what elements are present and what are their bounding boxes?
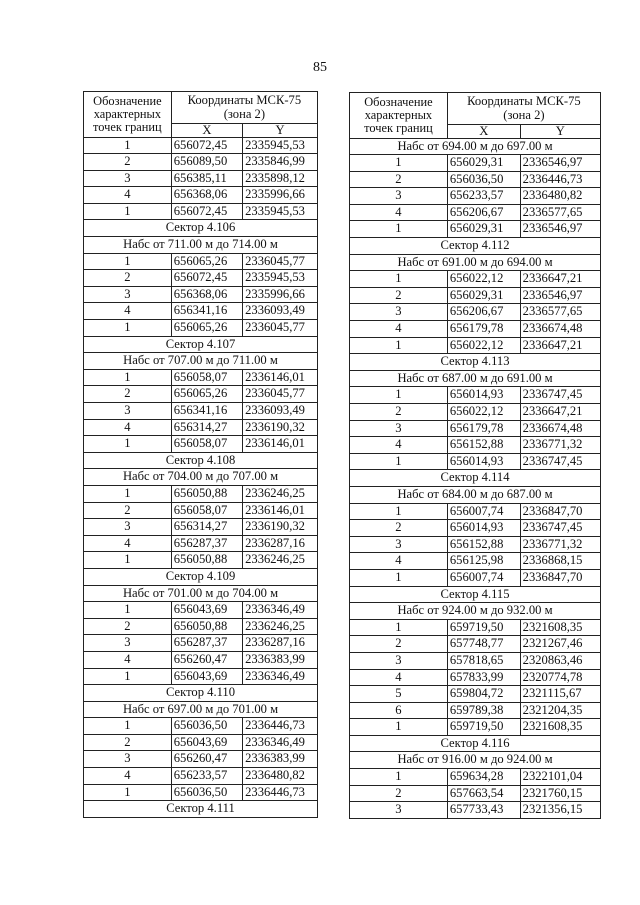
header-coordinates: Координаты МСК-75 (зона 2) [171,92,317,124]
header-coordinates: Координаты МСК-75 (зона 2) [447,93,600,125]
table-row [84,751,318,768]
height-range: Набс от 687.00 м до 691.00 м [350,370,601,387]
x-coordinate: 656022,12 [447,271,520,288]
point-number: 1 [84,203,172,220]
header-designation: Обозначение характерных точек границ [350,93,448,139]
x-coordinate: 656007,74 [447,569,520,586]
point-number: 4 [84,187,172,204]
sector-title: Сектор 4.111 [84,801,318,818]
height-range-row [350,752,601,769]
right-table-body [350,138,601,818]
header-y: Y [520,125,600,139]
height-range: Набс от 704.00 м до 707.00 м [84,469,318,486]
x-coordinate: 656260,47 [171,651,242,668]
height-range-row [350,486,601,503]
point-number: 2 [350,785,448,802]
x-coordinate: 656065,26 [171,320,242,337]
table-row [84,137,318,154]
table-row [350,503,601,520]
table-row [84,651,318,668]
table-row [84,485,318,502]
x-coordinate: 656029,31 [447,155,520,172]
x-coordinate: 657818,65 [447,652,520,669]
table-row [350,769,601,786]
sector-title-row [350,586,601,603]
sector-title: Сектор 4.112 [350,238,601,255]
y-coordinate: 2336045,77 [243,386,318,403]
x-coordinate: 656179,78 [447,321,520,338]
y-coordinate: 2335996,66 [243,187,318,204]
x-coordinate: 656036,50 [171,784,242,801]
y-coordinate: 2336847,70 [520,569,600,586]
point-number: 2 [84,386,172,403]
point-number: 1 [84,602,172,619]
table-row [84,320,318,337]
y-coordinate: 2336146,01 [243,369,318,386]
point-number: 1 [84,784,172,801]
point-number: 1 [84,485,172,502]
x-coordinate: 656233,57 [171,768,242,785]
point-number: 1 [84,253,172,270]
point-number: 1 [350,155,448,172]
sector-title-row [84,568,318,585]
sector-title-row [350,354,601,371]
point-number: 3 [350,652,448,669]
y-coordinate: 2321115,67 [520,686,600,703]
x-coordinate: 656314,27 [171,519,242,536]
x-coordinate: 656058,07 [171,436,242,453]
sector-title-row [84,452,318,469]
y-coordinate: 2320774,78 [520,669,600,686]
point-number: 1 [350,221,448,238]
point-number: 4 [350,321,448,338]
y-coordinate: 2336647,21 [520,271,600,288]
y-coordinate: 2336287,16 [243,635,318,652]
table-row [350,619,601,636]
y-coordinate: 2321267,46 [520,636,600,653]
point-number: 1 [350,271,448,288]
table-row [84,419,318,436]
header-designation: Обозначение характерных точек границ [84,92,172,138]
point-number: 2 [350,520,448,537]
y-coordinate: 2336446,73 [243,718,318,735]
table-row [84,286,318,303]
x-coordinate: 656206,67 [447,204,520,221]
table-row [350,686,601,703]
point-number: 4 [84,535,172,552]
header-y: Y [243,124,318,138]
x-coordinate: 657748,77 [447,636,520,653]
y-coordinate: 2336546,97 [520,287,600,304]
height-range: Набс от 697.00 м до 701.00 м [84,701,318,718]
table-row [84,734,318,751]
point-number: 1 [350,719,448,736]
x-coordinate: 656368,06 [171,187,242,204]
sector-title: Сектор 4.109 [84,568,318,585]
height-range-row [350,603,601,620]
x-coordinate: 656152,88 [447,437,520,454]
coordinates-table-left [83,91,318,818]
x-coordinate: 656072,45 [171,203,242,220]
table-row [350,271,601,288]
sector-title-row [84,801,318,818]
table-row [84,718,318,735]
x-coordinate: 656065,26 [171,386,242,403]
sector-title-row [84,336,318,353]
y-coordinate: 2336577,65 [520,304,600,321]
table-row [84,635,318,652]
y-coordinate: 2336246,25 [243,485,318,502]
y-coordinate: 2336146,01 [243,502,318,519]
x-coordinate: 659719,50 [447,619,520,636]
height-range-row [84,237,318,254]
y-coordinate: 2336480,82 [520,188,600,205]
table-row [350,171,601,188]
table-row [84,187,318,204]
height-range-row [350,254,601,271]
point-number: 5 [350,686,448,703]
sector-title: Сектор 4.115 [350,586,601,603]
y-coordinate: 2335846,99 [243,154,318,171]
point-number: 1 [84,137,172,154]
table-row [350,520,601,537]
y-coordinate: 2336246,25 [243,618,318,635]
point-number: 4 [84,419,172,436]
point-number: 1 [350,387,448,404]
y-coordinate: 2336747,45 [520,520,600,537]
y-coordinate: 2336546,97 [520,155,600,172]
x-coordinate: 659719,50 [447,719,520,736]
table-row [350,669,601,686]
y-coordinate: 2335945,53 [243,203,318,220]
y-coordinate: 2321204,35 [520,702,600,719]
y-coordinate: 2335898,12 [243,170,318,187]
y-coordinate: 2336747,45 [520,387,600,404]
x-coordinate: 656058,07 [171,369,242,386]
sector-title-row [350,470,601,487]
point-number: 3 [84,403,172,420]
x-coordinate: 656179,78 [447,420,520,437]
point-number: 3 [84,751,172,768]
y-coordinate: 2336093,49 [243,403,318,420]
point-number: 1 [350,503,448,520]
y-coordinate: 2336287,16 [243,535,318,552]
y-coordinate: 2321760,15 [520,785,600,802]
table-row [84,253,318,270]
table-row [84,203,318,220]
sector-title: Сектор 4.116 [350,735,601,752]
y-coordinate: 2335996,66 [243,286,318,303]
table-row [84,535,318,552]
y-coordinate: 2336647,21 [520,337,600,354]
point-number: 4 [84,303,172,320]
table-row [84,552,318,569]
point-number: 2 [84,270,172,287]
point-number: 2 [84,502,172,519]
x-coordinate: 656233,57 [447,188,520,205]
y-coordinate: 2336868,15 [520,553,600,570]
table-row [350,337,601,354]
header-x: X [447,125,520,139]
sector-title-row [350,238,601,255]
table-row [350,404,601,421]
sector-title: Сектор 4.110 [84,685,318,702]
y-coordinate: 2336747,45 [520,453,600,470]
table-row [84,618,318,635]
table-row [350,453,601,470]
y-coordinate: 2336674,48 [520,420,600,437]
height-range: Набс от 684.00 м до 687.00 м [350,486,601,503]
table-row [350,802,601,819]
table-row [350,437,601,454]
point-number: 2 [84,618,172,635]
x-coordinate: 656072,45 [171,270,242,287]
point-number: 3 [84,286,172,303]
table-row [350,420,601,437]
table-row [350,652,601,669]
table-row [350,719,601,736]
height-range: Набс от 707.00 м до 711.00 м [84,353,318,370]
point-number: 4 [84,768,172,785]
table-row [350,636,601,653]
y-coordinate: 2336346,49 [243,734,318,751]
point-number: 2 [84,734,172,751]
point-number: 4 [350,204,448,221]
point-number: 3 [350,802,448,819]
y-coordinate: 2321608,35 [520,719,600,736]
point-number: 3 [350,304,448,321]
point-number: 2 [84,154,172,171]
x-coordinate: 657663,54 [447,785,520,802]
y-coordinate: 2336045,77 [243,253,318,270]
table-row [350,702,601,719]
table-row [350,155,601,172]
point-number: 3 [350,536,448,553]
y-coordinate: 2321356,15 [520,802,600,819]
table-row [350,785,601,802]
sector-title: Сектор 4.113 [350,354,601,371]
point-number: 1 [350,619,448,636]
x-coordinate: 656029,31 [447,287,520,304]
page-number: 85 [313,60,327,75]
sector-title: Сектор 4.114 [350,470,601,487]
height-range-row [84,353,318,370]
point-number: 4 [350,437,448,454]
x-coordinate: 656341,16 [171,403,242,420]
y-coordinate: 2336546,97 [520,221,600,238]
point-number: 1 [84,718,172,735]
y-coordinate: 2336146,01 [243,436,318,453]
x-coordinate: 657733,43 [447,802,520,819]
table-row [84,154,318,171]
point-number: 3 [84,635,172,652]
x-coordinate: 656014,93 [447,453,520,470]
table-row [84,170,318,187]
table-row [84,668,318,685]
table-row [84,403,318,420]
y-coordinate: 2336577,65 [520,204,600,221]
table-row [84,784,318,801]
height-range: Набс от 691.00 м до 694.00 м [350,254,601,271]
point-number: 2 [350,171,448,188]
y-coordinate: 2336093,49 [243,303,318,320]
x-coordinate: 656050,88 [171,485,242,502]
sector-title: Сектор 4.106 [84,220,318,237]
point-number: 1 [350,337,448,354]
y-coordinate: 2336771,32 [520,437,600,454]
table-row [84,519,318,536]
height-range: Набс от 701.00 м до 704.00 м [84,585,318,602]
table-row [350,569,601,586]
table-row [350,553,601,570]
x-coordinate: 656152,88 [447,536,520,553]
height-range-row [350,138,601,155]
sector-title: Сектор 4.107 [84,336,318,353]
point-number: 1 [84,436,172,453]
point-number: 1 [350,769,448,786]
table-row [84,386,318,403]
height-range-row [350,370,601,387]
table-row [84,502,318,519]
y-coordinate: 2336446,73 [243,784,318,801]
y-coordinate: 2336446,73 [520,171,600,188]
sector-title-row [84,685,318,702]
y-coordinate: 2320863,46 [520,652,600,669]
x-coordinate: 656043,69 [171,734,242,751]
left-table-body [84,137,318,817]
x-coordinate: 656007,74 [447,503,520,520]
point-number: 2 [350,636,448,653]
point-number: 6 [350,702,448,719]
table-row [84,768,318,785]
point-number: 1 [84,320,172,337]
point-number: 3 [350,188,448,205]
y-coordinate: 2322101,04 [520,769,600,786]
y-coordinate: 2336771,32 [520,536,600,553]
point-number: 3 [350,420,448,437]
y-coordinate: 2336190,32 [243,519,318,536]
y-coordinate: 2336480,82 [243,768,318,785]
point-number: 4 [350,669,448,686]
table-row [350,304,601,321]
y-coordinate: 2336383,99 [243,651,318,668]
sector-title-row [84,220,318,237]
x-coordinate: 656029,31 [447,221,520,238]
x-coordinate: 656072,45 [171,137,242,154]
x-coordinate: 656260,47 [171,751,242,768]
point-number: 4 [84,651,172,668]
x-coordinate: 656287,37 [171,535,242,552]
point-number: 2 [350,404,448,421]
y-coordinate: 2336045,77 [243,320,318,337]
height-range: Набс от 711.00 м до 714.00 м [84,237,318,254]
point-number: 1 [84,552,172,569]
table-row [84,369,318,386]
y-coordinate: 2321608,35 [520,619,600,636]
x-coordinate: 656341,16 [171,303,242,320]
x-coordinate: 656014,93 [447,520,520,537]
sector-title: Сектор 4.108 [84,452,318,469]
y-coordinate: 2336190,32 [243,419,318,436]
coordinates-table-right [349,92,601,819]
y-coordinate: 2336246,25 [243,552,318,569]
table-row [350,387,601,404]
x-coordinate: 656014,93 [447,387,520,404]
y-coordinate: 2336847,70 [520,503,600,520]
table-row [84,602,318,619]
table-row [84,303,318,320]
height-range-row [84,469,318,486]
height-range: Набс от 924.00 м до 932.00 м [350,603,601,620]
x-coordinate: 656050,88 [171,618,242,635]
table-row [350,204,601,221]
x-coordinate: 656022,12 [447,404,520,421]
table-row [350,188,601,205]
x-coordinate: 659634,28 [447,769,520,786]
x-coordinate: 656287,37 [171,635,242,652]
height-range-row [84,585,318,602]
x-coordinate: 656089,50 [171,154,242,171]
x-coordinate: 659789,38 [447,702,520,719]
y-coordinate: 2336674,48 [520,321,600,338]
point-number: 1 [84,369,172,386]
table-row [350,321,601,338]
point-number: 1 [350,569,448,586]
height-range: Набс от 694.00 м до 697.00 м [350,138,601,155]
y-coordinate: 2336383,99 [243,751,318,768]
y-coordinate: 2336346,49 [243,668,318,685]
y-coordinate: 2335945,53 [243,137,318,154]
x-coordinate: 656065,26 [171,253,242,270]
height-range: Набс от 916.00 м до 924.00 м [350,752,601,769]
x-coordinate: 656368,06 [171,286,242,303]
point-number: 1 [350,453,448,470]
sector-title-row [350,735,601,752]
x-coordinate: 656314,27 [171,419,242,436]
x-coordinate: 656125,98 [447,553,520,570]
y-coordinate: 2336647,21 [520,404,600,421]
y-coordinate: 2336346,49 [243,602,318,619]
x-coordinate: 656058,07 [171,502,242,519]
x-coordinate: 656043,69 [171,602,242,619]
table-row [350,287,601,304]
height-range-row [84,701,318,718]
point-number: 1 [84,668,172,685]
header-x: X [171,124,242,138]
x-coordinate: 656206,67 [447,304,520,321]
x-coordinate: 656036,50 [171,718,242,735]
point-number: 4 [350,553,448,570]
point-number: 3 [84,519,172,536]
x-coordinate: 656043,69 [171,668,242,685]
x-coordinate: 656036,50 [447,171,520,188]
table-row [84,270,318,287]
x-coordinate: 656385,11 [171,170,242,187]
x-coordinate: 656022,12 [447,337,520,354]
x-coordinate: 659804,72 [447,686,520,703]
x-coordinate: 656050,88 [171,552,242,569]
y-coordinate: 2335945,53 [243,270,318,287]
point-number: 2 [350,287,448,304]
table-row [350,221,601,238]
x-coordinate: 657833,99 [447,669,520,686]
table-row [350,536,601,553]
point-number: 3 [84,170,172,187]
table-row [84,436,318,453]
